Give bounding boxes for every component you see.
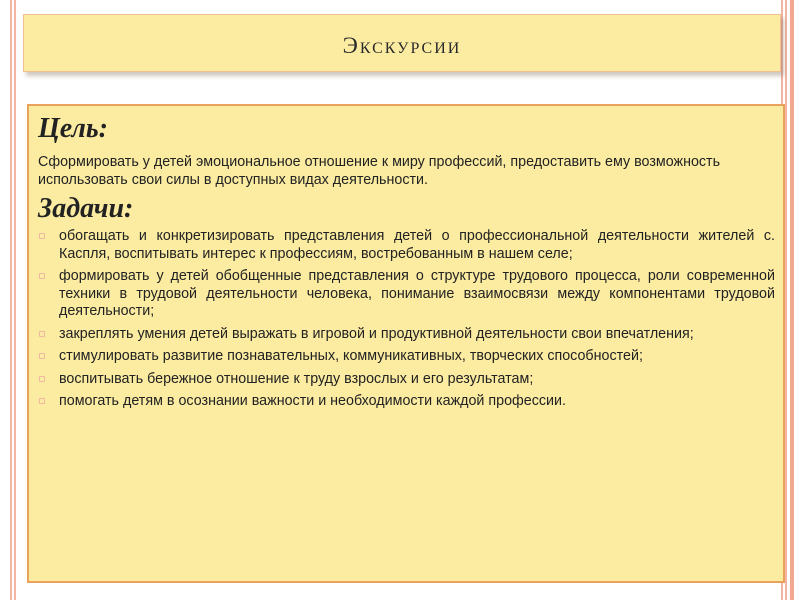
task-text: закреплять умения детей выражать в игровой и продуктивной деятельности свои впечатления; [59,325,694,342]
goal-text: Сформировать у детей эмоциональное отношение к миру профессий, предоставить ему возможность использовать свои силы в доступных видах деятельности. [38,154,721,188]
square-outline-bullet-icon [39,273,45,279]
right-edge-stripe [785,0,787,600]
left-edge-stripe [14,0,16,600]
square-outline-bullet-icon [39,376,45,382]
slide-title: Экскурсии [342,33,462,58]
left-edge-stripe [10,0,12,600]
task-text: воспитывать бережное отношение к труду взрослых и его результатам; [59,370,534,387]
square-outline-bullet-icon [39,353,45,359]
task-text: стимулировать развитие познавательных, коммуникативных, творческих способностей; [59,348,643,364]
task-item [38,393,775,411]
slide-title-box [23,14,781,72]
task-item [38,371,775,389]
goal-heading: Цель: [38,113,108,144]
content-panel [27,104,785,583]
square-outline-bullet-icon [39,331,45,337]
task-item [38,348,775,366]
task-item [38,326,775,344]
square-outline-bullet-icon [39,233,45,239]
tasks-list [38,228,775,411]
square-outline-bullet-icon [39,398,45,404]
task-text: формировать у детей обобщенные представления о структуре трудового процесса, роли современной техники в трудовой деятельности человека, понимание взаимосвязи между компонентами трудовой деятельности; [59,268,775,319]
tasks-heading: Задачи: [38,193,134,224]
task-item [38,228,775,263]
task-item [38,268,775,321]
task-text: помогать детям в осознании важности и необходимости каждой профессии. [59,393,566,409]
right-edge-stripe [790,0,794,600]
task-text: обогащать и конкретизировать представления детей о профессиональной деятельности жителей с. Каспля, воспитывать интерес к профессиям, востребованным в нашем селе; [59,228,775,262]
